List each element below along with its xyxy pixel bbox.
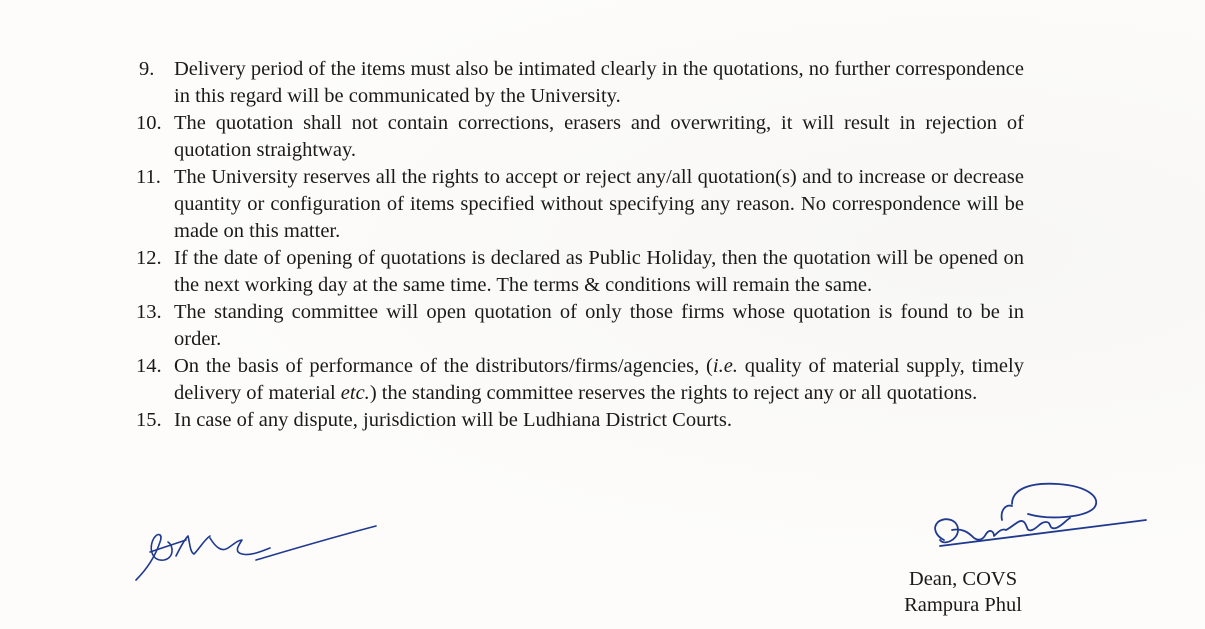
term-text-part: On the basis of performance of the distributors/firms/agencies, ( (174, 355, 713, 377)
term-item-14 (136, 353, 1024, 407)
term-text (174, 355, 1024, 404)
signatory-block (888, 566, 1038, 618)
signatory-location: Rampura Phul (904, 594, 1022, 616)
term-item-11 (136, 164, 1024, 245)
term-number: 13. (136, 301, 162, 323)
term-text: The standing committee will open quotation of only those firms whose quotation is found to be in order. (174, 301, 1024, 350)
term-number: 11. (136, 166, 161, 188)
term-number: 9. (139, 58, 155, 80)
term-number: 10. (136, 112, 162, 134)
initials-signature-left (130, 518, 380, 590)
dean-signature (928, 480, 1150, 568)
term-text-italic: i.e. (712, 355, 738, 377)
term-number: 12. (136, 247, 162, 269)
term-item-15 (136, 407, 1024, 434)
term-text: The University reserves all the rights to accept or reject any/all quotation(s) and to increase or decrease quantity or configuration of items specified without specifying any reason. No correspondence will be made on this matter. (174, 166, 1024, 242)
term-text-italic: etc. (340, 382, 370, 404)
term-text: In case of any dispute, jurisdiction will be Ludhiana District Courts. (174, 409, 732, 431)
term-text: If the date of opening of quotations is declared as Public Holiday, then the quotation will be opened on the next working day at the same time. The terms & conditions will remain the same. (174, 247, 1024, 296)
term-text-part: quality of material supply, timely delivery of material (174, 355, 1024, 404)
term-item-9 (136, 56, 1024, 110)
term-text: The quotation shall not contain corrections, erasers and overwriting, it will result in rejection of quotation straightway. (174, 112, 1024, 161)
term-item-12 (136, 245, 1024, 299)
term-item-13 (136, 299, 1024, 353)
signatory-designation: Dean, COVS (908, 568, 1018, 590)
term-text-part: ) the standing committee reserves the rights to reject any or all quotations. (369, 382, 978, 404)
term-text: Delivery period of the items must also be intimated clearly in the quotations, no further correspondence in this regard will be communicated by the University. (174, 58, 1024, 107)
terms-list (136, 56, 1024, 434)
term-item-10 (136, 110, 1024, 164)
term-number: 14. (136, 355, 162, 377)
term-number: 15. (136, 409, 162, 431)
